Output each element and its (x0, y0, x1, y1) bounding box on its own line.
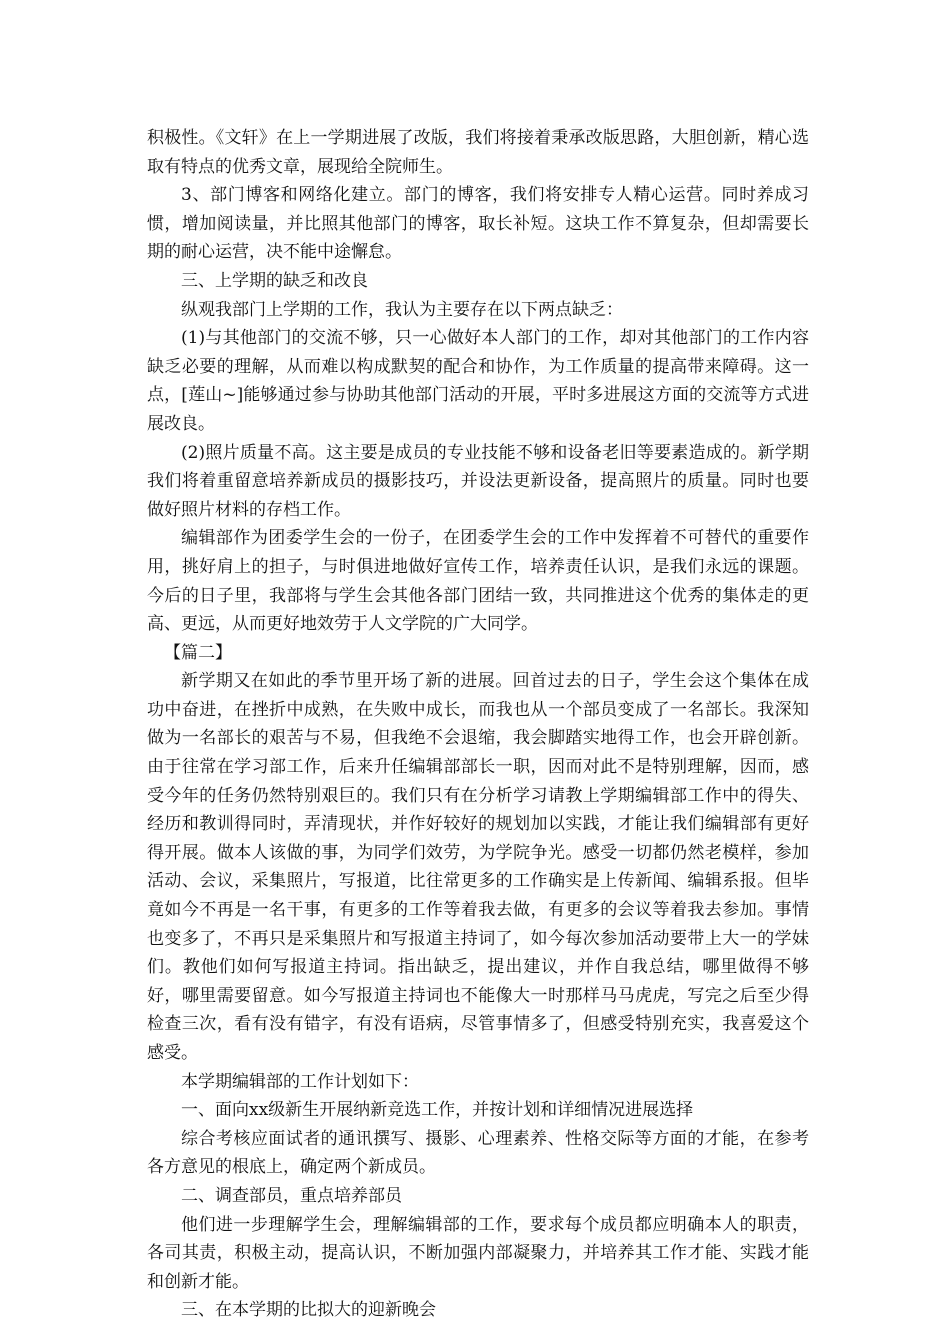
plan-item-1-heading: 一、面向xx级新生开展纳新竞选工作，并按计划和详细情况进展选择 (181, 1100, 694, 1121)
paragraph-continued-wenxuan: 积极性。《文轩》在上一学期进展了改版，我们将接着秉承改版思路，大胆创新，精心选取有特点的优秀文章，展现给全院师生。 (147, 128, 809, 177)
paragraph-editorial-role: 编辑部作为团委学生会的一份子，在团委学生会的工作中发挥着不可替代的重要作用，挑好肩上的担子，与时俱进地做好宣传工作，培养责任认识，是我们永远的课题。今后的日子里，我部将与学生会其他各部门团结一致，共同推进这个优秀的集体走的更高、更远，从而更好地效劳于人文学院的广大同学。 (147, 528, 809, 635)
paragraph-plan-intro: 本学期编辑部的工作计划如下： (181, 1071, 419, 1092)
plan-item-2-heading: 二、调查部员，重点培养部员 (181, 1185, 402, 1206)
paragraph-point-1: (1)与其他部门的交流不够，只一心做好本人部门的工作，却对其他部门的工作内容缺乏必要的理解，从而难以构成默契的配合和协作，为工作质量的提高带来障碍。这一点，[莲山~]能够通过参与协助其他部门活动的开展，平时多进展这方面的交流等方式进展改良。 (147, 328, 809, 434)
plan-item-2-body: 他们进一步理解学生会，理解编辑部的工作，要求每个成员都应明确本人的职责，各司其责，积极主动，提高认识，不断加强内部凝聚力，并培养其工作才能、实践才能和创新才能。 (147, 1214, 809, 1292)
plan-item-1-body: 综合考核应面试者的通讯撰写、摄影、心理素养、性格交际等方面的才能，在参考各方意见的根底上，确定两个新成员。 (147, 1128, 809, 1178)
paragraph-point-2: (2)照片质量不高。这主要是成员的专业技能不够和设备老旧等要素造成的。新学期我们将着重留意培养新成员的摄影技巧，并设法更新设备，提高照片的质量。同时也要做好照片材料的存档工作。 (147, 442, 809, 520)
paragraph-blog-networking: 3、部门博客和网络化建立。部门的博客，我们将安排专人精心运营。同时养成习惯，增加阅读量，并比照其他部门的博客，取长补短。这块工作不算复杂，但却需要长期的耐心运营，决不能中途懈怠。 (147, 185, 809, 263)
paragraph-new-semester: 新学期又在如此的季节里开场了新的进展。回首过去的日子，学生会这个集体在成功中奋进，在挫折中成熟，在失败中成长，而我也从一个部员变成了一名部长。我深知做为一名部长的艰苦与不易，但我绝不会退缩，我会脚踏实地得工作，也会开辟创新。由于往常在学习部工作，后来升任编辑部部长一职，因而对此不是特别理解，因而，感受今年的任务仍然特别艰巨的。我们只有在分析学习请教上学期编辑部工作中的得失、经历和教训得同时，弄清现状，并作好较好的规划加以实践，才能让我们编辑部有更好得开展。做本人该做的事，为同学们效劳，为学院争光。感受一切都仍然老模样，参加活动、会议，采集照片，写报道，比往常更多的工作确实是上传新闻、编辑系报。但毕竟如今不再是一名干事，有更多的工作等着我去做，有更多的会议等着我去参加。事情也变多了，不再只是采集照片和写报道主持词了，如今每次参加活动要带上大一的学妹们。教他们如何写报道主持词。指出缺乏，提出建议，并作自我总结，哪里做得不够好，哪里需要留意。如今写报道主持词也不能像大一时那样马马虎虎，写完之后至少得检查三次，看有没有错字，有没有语病，尽管事情多了，但感受特别充实，我喜爱这个感受。 (147, 671, 809, 1063)
section-heading-shortcomings: 三、上学期的缺乏和改良 (181, 270, 368, 291)
plan-item-3-heading: 三、在本学期的比拟大的迎新晚会 (181, 1300, 436, 1321)
paragraph-overview: 纵观我部门上学期的工作，我认为主要存在以下两点缺乏： (181, 299, 623, 320)
part-two-heading: 【篇二】 (164, 642, 232, 663)
document-page (147, 124, 809, 1325)
